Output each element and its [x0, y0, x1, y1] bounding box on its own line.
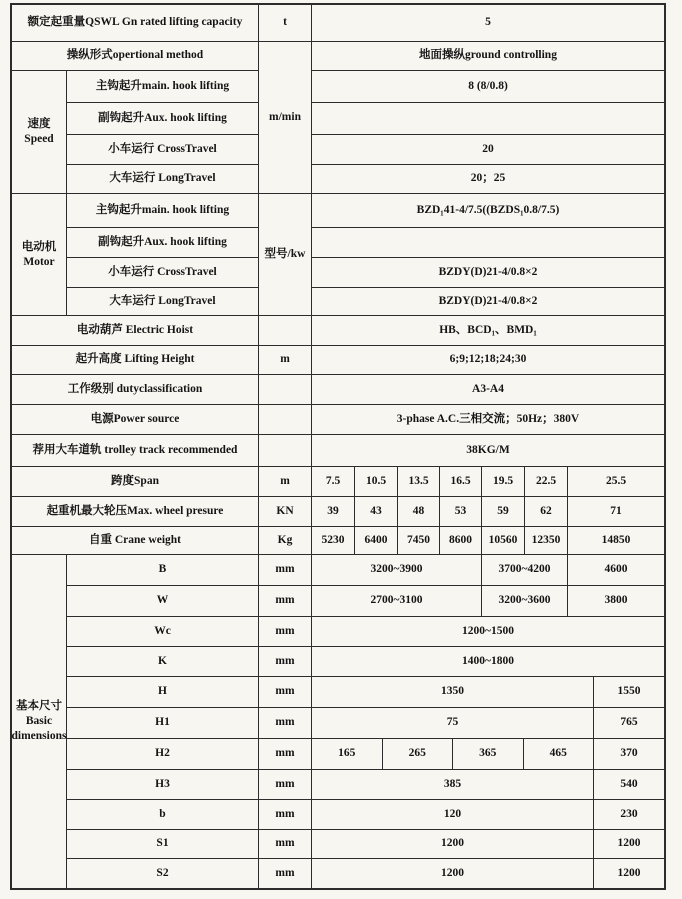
method-label: 操纵形式opertional method — [12, 42, 259, 71]
dim-S1-unit: mm — [259, 830, 312, 859]
span-value: 10.5 — [355, 467, 398, 497]
motor-unit: 型号/kw — [259, 194, 312, 316]
speed-main-label: 主钩起升main. hook lifting — [67, 71, 259, 103]
dim-W-unit: mm — [259, 586, 312, 617]
power-label: 电源Power source — [12, 405, 259, 435]
dim-S1-label: S1 — [67, 830, 259, 859]
track-label: 荐用大车道轨 trolley track recommended — [12, 435, 259, 467]
motor-group-label — [12, 194, 67, 316]
duty-label: 工作级别 dutyclassification — [12, 375, 259, 405]
motor-aux-label: 副钩起升Aux. hook lifting — [67, 228, 259, 258]
motor-aux-value — [312, 228, 664, 258]
dim-H1-unit: mm — [259, 708, 312, 739]
dim-H3-unit: mm — [259, 770, 312, 800]
span-value: 7.5 — [312, 467, 355, 497]
wheel-pressure-value: 59 — [482, 497, 525, 527]
dim-H3-value: 385 — [312, 770, 594, 800]
wheel-pressure-value: 48 — [398, 497, 440, 527]
dim-Wc-label: Wc — [67, 617, 259, 647]
speed-cross-label: 小车运行 CrossTravel — [67, 135, 259, 165]
lifting-height-value: 6;9;12;18;24;30 — [312, 346, 664, 375]
crane-weight-value: 10560 — [482, 527, 525, 555]
dim-S2-label: S2 — [67, 859, 259, 888]
motor-long-label: 大车运行 LongTravel — [67, 288, 259, 316]
capacity-value: 5 — [312, 5, 664, 42]
dim-H-value: 1350 — [312, 677, 594, 708]
motor-main-label: 主钩起升main. hook lifting — [67, 194, 259, 228]
span-label: 跨度Span — [12, 467, 259, 497]
dim-K-label: K — [67, 647, 259, 677]
dim-B-value: 4600 — [568, 555, 664, 586]
motor-cross-label: 小车运行 CrossTravel — [67, 258, 259, 288]
dims-group-en2: dimensions — [12, 729, 67, 742]
wheel-pressure-unit: KN — [259, 497, 312, 527]
dim-H1-value: 75 — [312, 708, 594, 739]
dim-B-value: 3700~4200 — [482, 555, 568, 586]
wheel-pressure-value: 43 — [355, 497, 398, 527]
wheel-pressure-label: 起重机最大轮压Max. wheel presure — [12, 497, 259, 527]
dim-H-label: H — [67, 677, 259, 708]
dim-H3-value: 540 — [594, 770, 664, 800]
crane-weight-value: 8600 — [440, 527, 482, 555]
wheel-pressure-value: 71 — [568, 497, 664, 527]
speed-group-en: Speed — [24, 133, 54, 145]
span-value: 16.5 — [440, 467, 482, 497]
dim-S1-value: 1200 — [594, 830, 664, 859]
dim-W-value: 3800 — [568, 586, 664, 617]
wheel-pressure-value: 62 — [525, 497, 568, 527]
crane-weight-unit: Kg — [259, 527, 312, 555]
dim-b-value: 230 — [594, 800, 664, 830]
dim-B-unit: mm — [259, 555, 312, 586]
dims-group-zh: 基本尺寸 — [16, 700, 62, 713]
dim-b-value: 120 — [312, 800, 594, 830]
dim-K-unit: mm — [259, 647, 312, 677]
hoist-label: 电动葫芦 Electric Hoist — [12, 316, 259, 346]
dim-S2-value: 1200 — [617, 866, 641, 879]
span-value: 22.5 — [525, 467, 568, 497]
duty-unit — [259, 375, 312, 405]
dim-B-value: 3200~3900 — [312, 555, 482, 586]
dim-H-value: 1550 — [594, 677, 664, 708]
speed-main-value: 8 (8/0.8) — [312, 71, 664, 103]
speed-aux-label: 副钩起升Aux. hook lifting — [67, 103, 259, 135]
track-value: 38KG/M — [312, 435, 664, 467]
span-value: 13.5 — [398, 467, 440, 497]
dim-B-label: B — [67, 555, 259, 586]
motor-main-value: BZD₁41-4/7.5((BZDS₁0.8/7.5) — [312, 194, 664, 228]
span-value: 25.5 — [568, 467, 664, 497]
speed-long-label: 大车运行 LongTravel — [67, 165, 259, 194]
dim-Wc-unit: mm — [259, 617, 312, 647]
duty-value: A3-A4 — [312, 375, 664, 405]
speed-cross-value: 20 — [312, 135, 664, 165]
motor-group-en: Motor — [23, 255, 55, 268]
dim-b-label: b — [67, 800, 259, 830]
wheel-pressure-value: 53 — [440, 497, 482, 527]
dim-W-value: 3200~3600 — [482, 586, 568, 617]
crane-spec-table — [10, 3, 666, 890]
wheel-pressure-value: 39 — [312, 497, 355, 527]
dim-S2-value: 1200 — [312, 859, 594, 888]
crane-weight-value: 12350 — [525, 527, 568, 555]
crane-weight-value: 5230 — [312, 527, 355, 555]
dim-Wc-value: 1200~1500 — [312, 617, 664, 647]
dim-H2-value: 165 — [312, 739, 383, 769]
lifting-height-label: 起升高度 Lifting Height — [12, 346, 259, 375]
dims-group-en1: Basic — [25, 715, 53, 728]
crane-weight-value: 6400 — [355, 527, 398, 555]
dim-H2-value: 265 — [383, 739, 454, 769]
dims-group-label — [12, 555, 67, 888]
power-unit — [259, 405, 312, 435]
dim-H2-label: H2 — [67, 739, 259, 770]
lifting-height-unit: m — [259, 346, 312, 375]
dim-b-unit: mm — [259, 800, 312, 830]
capacity-label: 额定起重量QSWL Gn rated lifting capacity — [12, 5, 259, 42]
dim-H2-unit: mm — [259, 739, 312, 770]
motor-group-zh: 电动机 — [21, 240, 57, 253]
method-value: 地面操纵ground controlling — [312, 42, 664, 71]
dim-H2-value: 465 — [549, 747, 567, 760]
motor-long-value: BZDY(D)21-4/0.8×2 — [312, 288, 664, 316]
dim-H3-label: H3 — [67, 770, 259, 800]
hoist-value: HB、BCD₁、BMD₁ — [312, 316, 664, 346]
dim-H2-values-group — [312, 739, 594, 770]
dim-W-label: W — [67, 586, 259, 617]
speed-long-value: 20；25 — [312, 165, 664, 194]
track-unit — [259, 435, 312, 467]
dim-H1-value: 765 — [594, 708, 664, 739]
dim-H2-value: 370 — [594, 739, 664, 770]
motor-cross-value: BZDY(D)21-4/0.8×2 — [312, 258, 664, 288]
speed-unit: m/min — [259, 42, 312, 194]
speed-aux-value — [312, 103, 664, 135]
dim-S2-unit: mm — [259, 859, 312, 888]
speed-group-label — [12, 71, 67, 194]
dim-K-value: 1400~1800 — [312, 647, 664, 677]
capacity-unit: t — [259, 5, 312, 42]
power-value: 3-phase A.C.三相交流；50Hz；380V — [312, 405, 664, 435]
dim-W-value: 2700~3100 — [312, 586, 482, 617]
hoist-unit — [259, 316, 312, 346]
span-value: 19.5 — [482, 467, 525, 497]
dim-H1-label: H1 — [67, 708, 259, 739]
speed-group-zh: 速度 — [27, 118, 51, 131]
crane-weight-value: 7450 — [398, 527, 440, 555]
span-unit: m — [259, 467, 312, 497]
dim-H-unit: mm — [259, 677, 312, 708]
dim-H2-value: 365 — [453, 739, 524, 769]
dim-S1-value: 1200 — [312, 830, 594, 859]
crane-weight-value: 14850 — [568, 527, 664, 555]
crane-weight-label: 自重 Crane weight — [12, 527, 259, 555]
